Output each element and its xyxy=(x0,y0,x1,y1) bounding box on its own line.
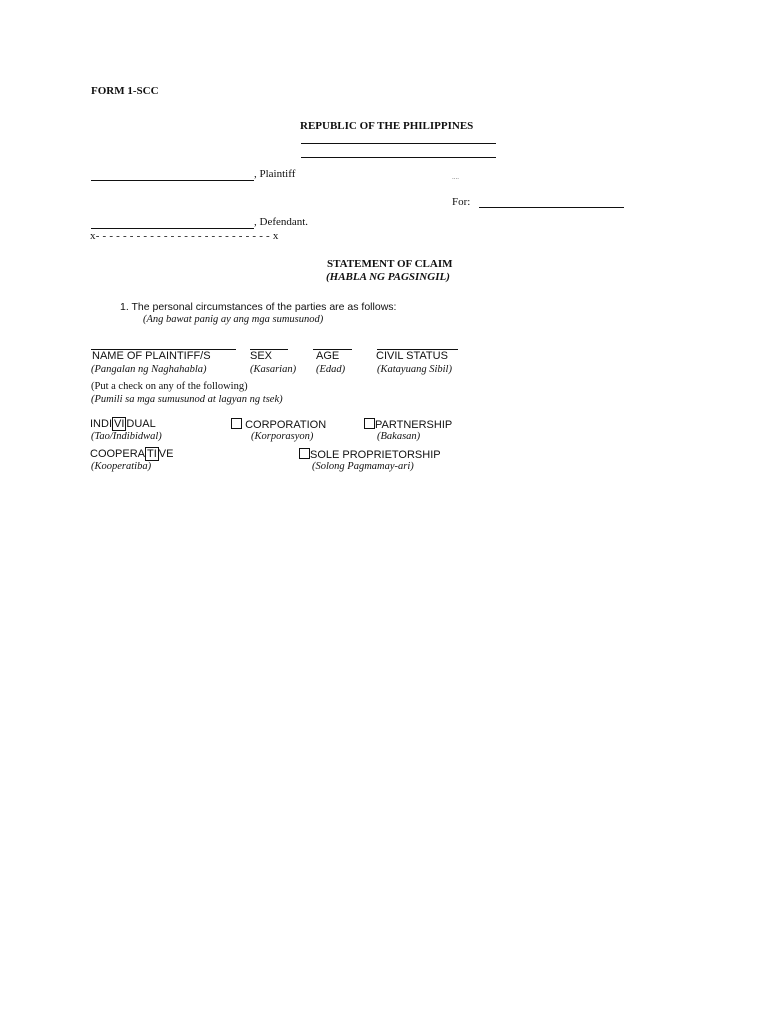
defendant-name-line[interactable] xyxy=(91,228,254,229)
separator: x- - - - - - - - - - - - - - - - - - - - - - - - - - x xyxy=(90,230,279,242)
option-partnership-label: PARTNERSHIP xyxy=(375,419,453,431)
item1-text: 1. The personal circumstances of the parties are as follows: xyxy=(120,301,397,313)
column-age-label: AGE xyxy=(316,350,340,362)
column-name-translation: (Pangalan ng Naghahabla) xyxy=(91,364,207,375)
column-civil-status-label: CIVIL STATUS xyxy=(376,350,448,362)
form-id: FORM 1-SCC xyxy=(91,85,159,97)
option-partnership-translation: (Bakasan) xyxy=(377,431,421,442)
option-individual-post: DUAL xyxy=(126,418,156,430)
option-cooperative-post: VE xyxy=(158,448,174,460)
country-heading: REPUBLIC OF THE PHILIPPINES xyxy=(300,120,474,132)
sole-proprietorship-checkbox[interactable] xyxy=(299,448,310,459)
plaintiff-label: , Plaintiff xyxy=(254,168,296,180)
option-individual[interactable] xyxy=(90,418,156,430)
item1-translation: (Ang bawat panig ay ang mga sumusunod) xyxy=(143,314,324,325)
column-age-translation: (Edad) xyxy=(316,364,346,375)
court-line-1[interactable] xyxy=(301,143,496,144)
page-title: STATEMENT OF CLAIM xyxy=(327,258,453,270)
option-cooperative[interactable] xyxy=(90,448,173,460)
check-instruction: (Put a check on any of the following) xyxy=(91,381,248,392)
page-subtitle: (HABLA NG PAGSINGIL) xyxy=(326,271,450,283)
option-individual-translation: (Tao/Indibidwal) xyxy=(91,431,162,442)
column-sex-label: SEX xyxy=(250,350,273,362)
option-individual-box[interactable]: VI xyxy=(114,418,125,430)
option-cooperative-pre: COOPERA xyxy=(90,448,146,460)
option-cooperative-box[interactable]: TI xyxy=(147,448,157,460)
case-no-label: .... xyxy=(452,173,459,181)
option-partnership[interactable] xyxy=(364,418,452,431)
option-sole-proprietorship-translation: (Solong Pagmamay-ari) xyxy=(312,461,414,472)
partnership-checkbox[interactable] xyxy=(364,418,375,429)
option-corporation[interactable] xyxy=(231,418,326,431)
plaintiff-name-line[interactable] xyxy=(91,180,254,181)
for-label: For: xyxy=(452,196,471,208)
court-line-2[interactable] xyxy=(301,157,496,158)
corporation-checkbox[interactable] xyxy=(231,418,242,429)
option-sole-proprietorship-label: SOLE PROPRIETORSHIP xyxy=(310,449,441,461)
option-individual-pre: INDI xyxy=(90,418,112,430)
check-instruction-translation: (Pumili sa mga sumusunod at lagyan ng tsek) xyxy=(91,394,283,405)
option-corporation-translation: (Korporasyon) xyxy=(251,431,314,442)
option-sole-proprietorship[interactable] xyxy=(299,448,441,461)
option-cooperative-translation: (Kooperatiba) xyxy=(91,461,152,472)
column-civil-status-translation: (Katayuang Sibil) xyxy=(377,364,452,375)
option-corporation-label: CORPORATION xyxy=(245,419,327,431)
column-name-label: NAME OF PLAINTIFF/S xyxy=(92,350,211,362)
for-line[interactable] xyxy=(479,207,624,208)
column-sex-translation: (Kasarian) xyxy=(250,364,297,375)
defendant-label: , Defendant. xyxy=(254,216,309,228)
